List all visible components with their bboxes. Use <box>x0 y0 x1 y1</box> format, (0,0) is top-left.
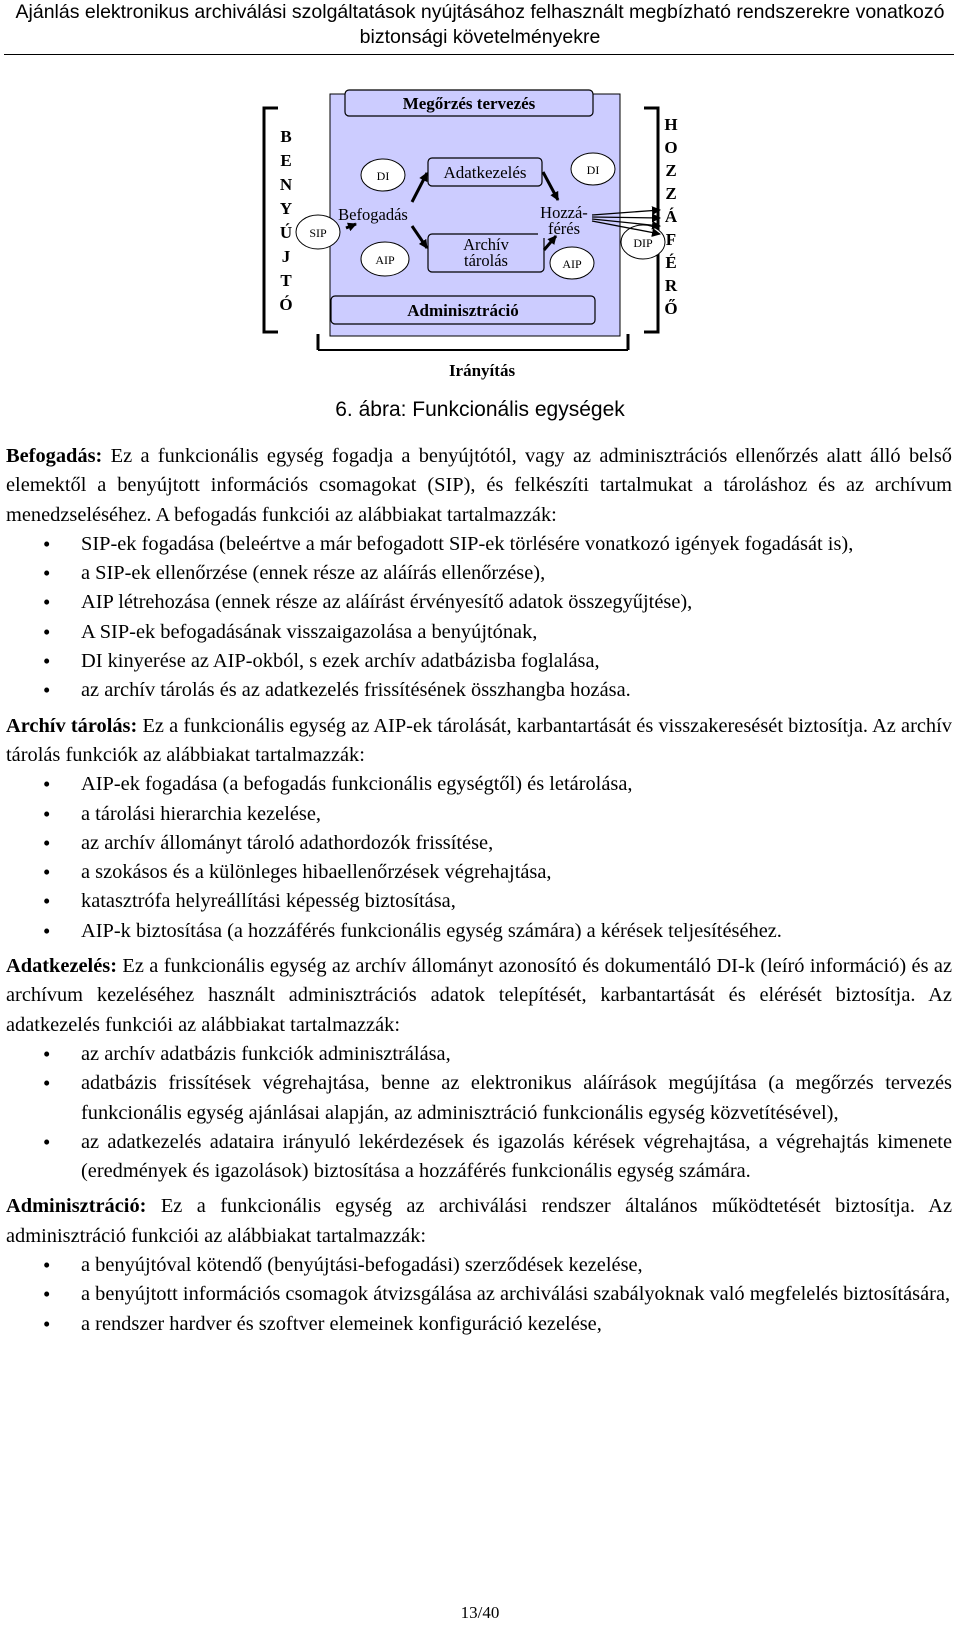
left-bracket <box>264 108 278 332</box>
header-line-1: Ajánlás elektronikus archiválási szolgáltatások nyújtásához felhasznált megbízható rendszerekre vonatkozó <box>15 1 945 23</box>
document-body <box>6 436 952 1339</box>
paragraph-text: Ez a funkcionális egység az AIP-ek tárolását, karbantartását és visszakeresését biztosítja. Az archív tárolás funkciók az alábbiakat tartalmazzák: <box>6 714 952 766</box>
paragraph-text: Ez a funkcionális egység fogadja a benyújtótól, vagy az adminisztrációs ellenőrzés alatt álló belső elemektől a benyújtott információs csomagokat (SIP), és felkészíti tartalmukat a tároláshoz és az archívum menedzseléséhez. A befogadás funkciói az alábbiakat tartalmazzák: <box>6 445 952 526</box>
access-label-1: Hozzá- <box>540 203 588 222</box>
list-item: • adatbázis frissítések végrehajtása, benne az elektronikus aláírások megújítása (a megőrzés tervezés funkcionális egység ajánlásai alapján, az adminisztráció funkcionális egység közvetítésével), <box>6 1069 952 1128</box>
left-letter: T <box>280 271 292 290</box>
right-bracket <box>644 108 658 332</box>
access-label-2: férés <box>547 219 581 238</box>
administration-function-list <box>6 1251 952 1339</box>
paragraph <box>6 442 952 530</box>
header-divider <box>4 54 954 55</box>
ingest-label: Befogadás <box>338 205 408 224</box>
section-administration <box>6 1192 952 1338</box>
list-item: • AIP-ek fogadása (a befogadás funkcionális egységtől) és letárolása, <box>6 770 952 799</box>
right-letter: F <box>665 230 677 249</box>
right-letter: H <box>664 115 678 134</box>
list-item: • a benyújtóval kötendő (benyújtási-befogadási) szerződések kezelése, <box>6 1251 952 1280</box>
page-header <box>0 0 960 50</box>
archival-storage-label-1: Archív <box>463 235 509 254</box>
left-letter: Y <box>279 199 293 218</box>
left-letter: Ó <box>279 295 293 314</box>
paragraph <box>6 1192 952 1251</box>
diagram-svg <box>0 60 960 400</box>
aip-left-label: AIP <box>375 253 395 267</box>
left-letter: B <box>280 127 292 146</box>
storage-function-list <box>6 770 952 946</box>
left-letter: J <box>281 247 291 266</box>
right-letter: Ő <box>664 299 678 318</box>
figure-caption: 6. ábra: Funkcionális egységek <box>335 398 625 421</box>
right-letter: O <box>664 138 678 157</box>
right-letter: É <box>665 253 677 272</box>
data-management-label: Adatkezelés <box>443 163 527 182</box>
dip-label: DIP <box>633 236 653 250</box>
paragraph-text: Ez a funkcionális egység az archiválási rendszer általános működtetését biztosítja. Az adminisztráció funkciói az alábbiakat tartalmazzák: <box>6 1195 952 1247</box>
list-item: • az archív tárolás és az adatkezelés frissítésének összhangba hozása. <box>6 676 952 705</box>
list-item: • AIP létrehozása (ennek része az aláírást érvényesítő adatok összegyűjtése), <box>6 588 952 617</box>
list-item: • az archív adatbázis funkciók adminisztrálása, <box>6 1040 952 1069</box>
list-item: • az adatkezelés adataira irányuló lekérdezések és igazolás kérések végrehajtása, a végrehajtás kimenete (eredmények és igazolások) biztosítása a hozzáférés funkcionális egység számára. <box>6 1128 952 1187</box>
header-line-2: biztonsági követelményekre <box>359 26 601 48</box>
aip-right-label: AIP <box>562 257 582 271</box>
list-item: • katasztrófa helyreállítási képesség biztosítása, <box>6 887 952 916</box>
list-item: • a rendszer hardver és szoftver elemeinek konfiguráció kezelése, <box>6 1310 952 1339</box>
term-administration: Adminisztráció: <box>6 1195 147 1218</box>
list-item: • A SIP-ek befogadásának visszaigazolása a benyújtónak, <box>6 618 952 647</box>
di-right-label: DI <box>586 163 600 177</box>
left-letter: N <box>279 175 293 194</box>
section-archival-storage <box>6 712 952 946</box>
left-letter: Ú <box>279 223 293 242</box>
preservation-planning-label: Megőrzés tervezés <box>402 94 536 113</box>
section-ingest <box>6 442 952 706</box>
list-item: • DI kinyerése az AIP-okból, s ezek archív adatbázisba foglalása, <box>6 647 952 676</box>
control-label: Irányítás <box>448 361 516 380</box>
list-item: • a SIP-ek ellenőrzése (ennek része az aláírás ellenőrzése), <box>6 559 952 588</box>
functional-units-diagram <box>0 60 960 400</box>
term-data-management: Adatkezelés: <box>6 955 117 978</box>
administration-label: Adminisztráció <box>407 301 519 320</box>
term-ingest: Befogadás: <box>6 445 103 467</box>
list-item: • a benyújtott információs csomagok átvizsgálása az archiválási szabályoknak való megfelelés biztosítására, <box>6 1280 952 1309</box>
term-archival-storage: Archív tárolás: <box>6 714 138 737</box>
paragraph <box>6 952 952 1040</box>
right-letter: Z <box>665 184 677 203</box>
sip-label: SIP <box>309 226 327 240</box>
di-left-label: DI <box>376 169 390 183</box>
right-letter: Á <box>664 207 678 226</box>
paragraph <box>6 712 952 771</box>
data-management-function-list <box>6 1040 952 1186</box>
section-data-management <box>6 952 952 1186</box>
list-item: • AIP-k biztosítása (a hozzáférés funkcionális egység számára) a kérések teljesítéséhez. <box>6 917 952 946</box>
right-letter: R <box>664 276 678 295</box>
list-item: • a szokásos és a különleges hibaellenőrzések végrehajtása, <box>6 858 952 887</box>
list-item: • SIP-ek fogadása (beleértve a már befogadott SIP-ek törlésére vonatkozó igények fogadását is), <box>6 530 952 559</box>
page-number: 13/40 <box>460 1603 500 1622</box>
left-letter: E <box>280 151 292 170</box>
paragraph-text: Ez a funkcionális egység az archív állományt azonosító és dokumentáló DI-k (leíró információ) és az archívum kezeléséhez használt adminisztrációs adatok telepítését, karbantartását és elérését biztosítja. Az adatkezelés funkciói az alábbiakat tartalmazzák: <box>6 955 952 1036</box>
ingest-function-list <box>6 530 952 706</box>
list-item: • az archív állományt tároló adathordozók frissítése, <box>6 829 952 858</box>
right-letter: Z <box>665 161 677 180</box>
archival-storage-label-2: tárolás <box>464 251 508 270</box>
list-item: • a tárolási hierarchia kezelése, <box>6 800 952 829</box>
